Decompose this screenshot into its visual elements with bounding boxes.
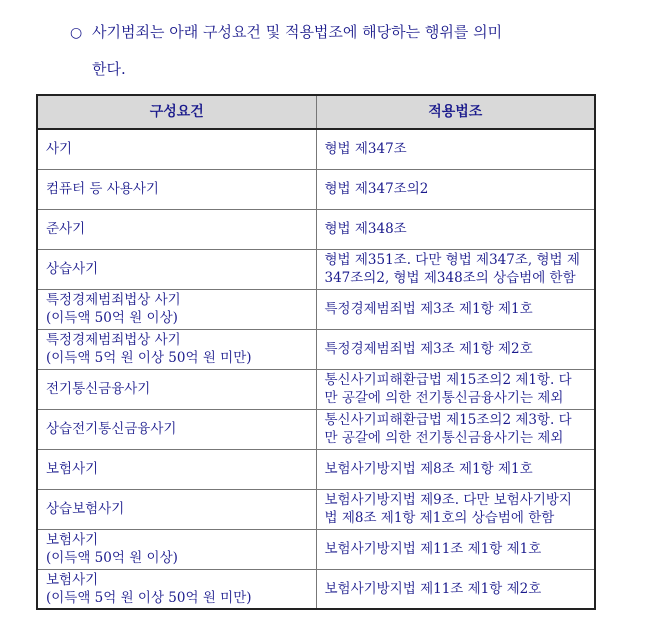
law-cell (316, 289, 595, 329)
element-text: 보험사기 (46, 461, 99, 477)
element-text: 보험사기 (46, 571, 99, 588)
element-cell (37, 489, 316, 529)
element-text: 컴퓨터 등 사용사기 (46, 181, 159, 197)
element-text: 상습전기통신금융사기 (46, 421, 177, 437)
law-text: 보험사기방지법 제11조 제1항 제1호 (324, 541, 542, 557)
intro-line-2: 한다. (92, 60, 126, 78)
header-law: 적용법조 (316, 95, 595, 129)
table-row (37, 169, 595, 209)
table-row (37, 409, 595, 449)
law-cell (316, 449, 595, 489)
table-row (37, 209, 595, 249)
law-text: 통신사기피해환급법 제15조의2 제1항. 다 (324, 372, 572, 388)
law-text: 형법 제351조. 다만 형법 제347조, 형법 제 (324, 252, 580, 268)
law-cell (316, 209, 595, 249)
law-text: 특정경제범죄법 제3조 제1항 제1호 (324, 301, 533, 317)
table-row (37, 369, 595, 409)
element-cell (37, 409, 316, 449)
law-cell (316, 529, 595, 569)
law-text: 통신사기피해환급법 제15조의2 제3항. 다 (324, 412, 572, 428)
law-cell (316, 489, 595, 529)
intro-paragraph (70, 14, 630, 87)
intro-text-1: 사기범죄는 아래 구성요건 및 적용법조에 해당하는 행위를 의미 (92, 23, 503, 41)
law-cell (316, 249, 595, 289)
element-text: 전기통신금융사기 (46, 381, 151, 397)
header-element: 구성요건 (37, 95, 316, 129)
law-text: 특정경제범죄법 제3조 제1항 제2호 (324, 341, 533, 357)
law-text: 만 공갈에 의한 전기통신금융사기는 제외 (324, 430, 564, 446)
fraud-law-table (36, 94, 596, 610)
element-text: 특정경제범죄법상 사기 (46, 332, 181, 348)
table-row (37, 489, 595, 529)
law-text: 347조의2, 형법 제348조의 상습범에 한함 (324, 270, 576, 286)
table-header-row (37, 95, 595, 129)
table-row (37, 329, 595, 369)
law-cell (316, 129, 595, 169)
law-cell (316, 409, 595, 449)
intro-line-1 (70, 14, 630, 51)
law-cell (316, 169, 595, 209)
element-text: (이득액 5억 원 이상 50억 원 미만) (46, 350, 252, 366)
law-cell (316, 569, 595, 609)
table-row (37, 249, 595, 289)
element-text: (이득액 50억 원 이상) (46, 310, 178, 326)
element-cell (37, 369, 316, 409)
table-row (37, 449, 595, 489)
element-text: 준사기 (46, 221, 86, 237)
element-cell (37, 129, 316, 169)
element-text: 상습사기 (46, 261, 99, 277)
law-text: 형법 제347조의2 (324, 181, 429, 197)
law-text: 형법 제348조 (324, 221, 407, 237)
element-cell (37, 249, 316, 289)
element-cell (37, 169, 316, 209)
element-text: 사기 (46, 141, 73, 158)
law-text: 형법 제347조 (324, 141, 407, 158)
element-text: (이득액 5억 원 이상 50억 원 미만) (46, 589, 252, 606)
element-cell (37, 569, 316, 609)
element-cell (37, 449, 316, 489)
table-row (37, 529, 595, 569)
bullet-circle-icon: ○ (70, 25, 83, 41)
table-row (37, 569, 595, 609)
element-text: (이득액 50억 원 이상) (46, 550, 178, 566)
element-text: 특정경제범죄법상 사기 (46, 292, 181, 308)
law-text: 법 제8조 제1항 제1호의 상습범에 한함 (324, 510, 555, 526)
element-text: 보험사기 (46, 532, 99, 548)
element-text: 상습보험사기 (46, 501, 125, 517)
element-cell (37, 329, 316, 369)
element-cell (37, 529, 316, 569)
law-text: 보험사기방지법 제8조 제1항 제1호 (324, 461, 533, 477)
element-cell (37, 209, 316, 249)
law-cell (316, 329, 595, 369)
element-cell (37, 289, 316, 329)
law-text: 보험사기방지법 제11조 제1항 제2호 (324, 580, 542, 597)
table-body (37, 129, 595, 609)
law-text: 보험사기방지법 제9조. 다만 보험사기방지 (324, 492, 572, 508)
law-text: 만 공갈에 의한 전기통신금융사기는 제외 (324, 390, 564, 406)
law-cell (316, 369, 595, 409)
table-row (37, 129, 595, 169)
table-row (37, 289, 595, 329)
